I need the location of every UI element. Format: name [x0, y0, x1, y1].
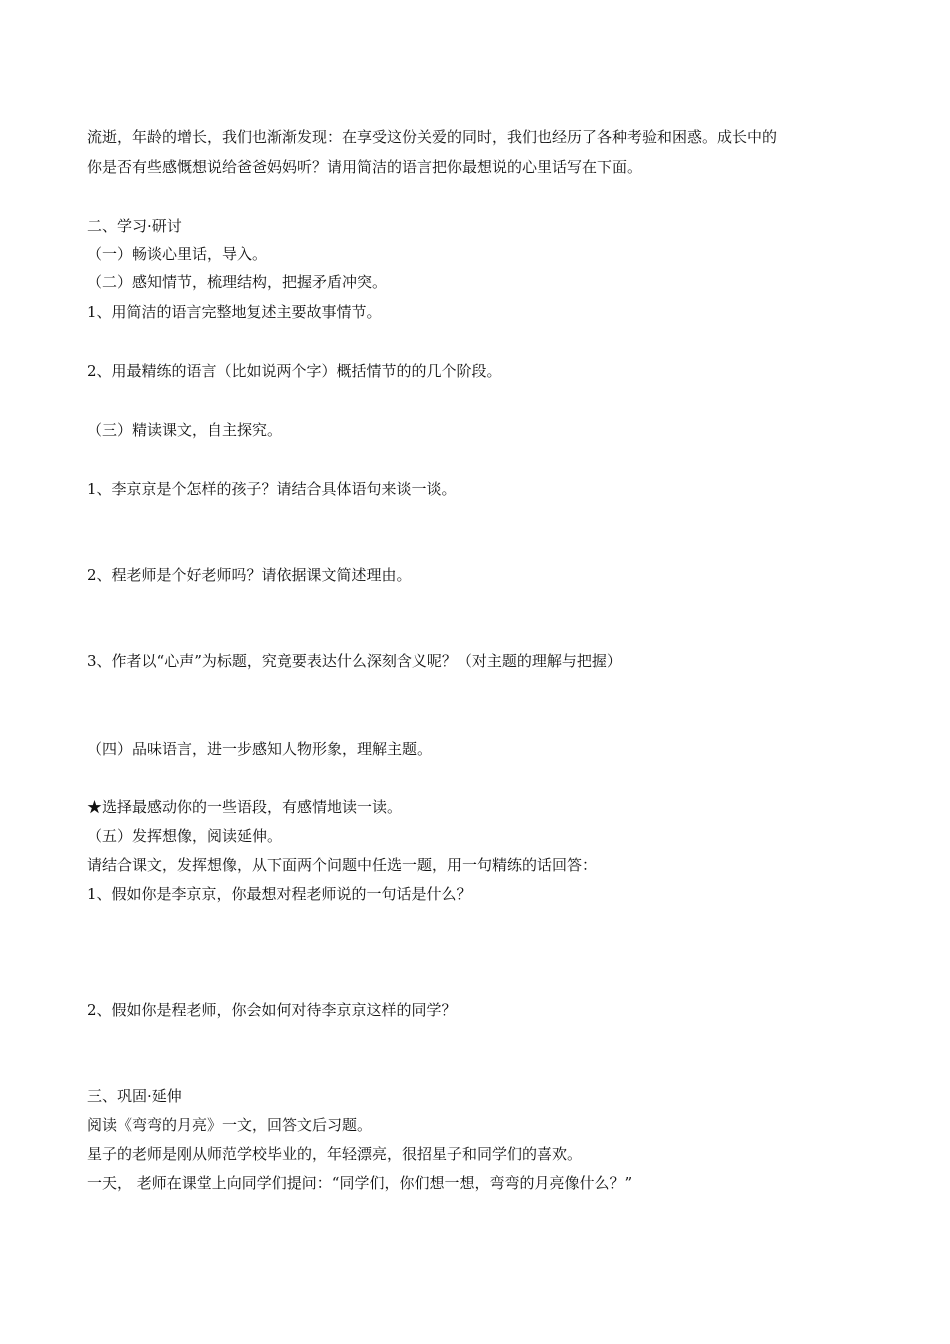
part-3-question-2: 2、程老师是个好老师吗？请依据课文简述理由。 [87, 566, 412, 584]
part-2-heading: （二）感知情节，梳理结构，把握矛盾冲突。 [87, 273, 388, 291]
star-item: ★选择最感动你的一些语段，有感情地读一读。 [87, 798, 403, 816]
part-5-question-1: 1、假如你是李京京，你最想对程老师说的一句话是什么？ [87, 885, 472, 903]
section-heading-study: 二、学习·研讨 [87, 217, 182, 235]
part-4-heading: （四）品味语言，进一步感知人物形象，理解主题。 [87, 740, 433, 758]
part-3-question-3: 3、作者以“心声”为标题，究竟要表达什么深刻含义呢？（对主题的理解与把握） [87, 652, 622, 670]
part-3-heading: （三）精读课文，自主探究。 [87, 421, 283, 439]
reading-paragraph-1: 星子的老师是刚从师范学校毕业的，年轻漂亮，很招星子和同学们的喜欢。 [87, 1145, 583, 1163]
part-1-heading: （一）畅谈心里话，导入。 [87, 245, 268, 263]
section-heading-consolidate: 三、巩固·延伸 [87, 1087, 182, 1105]
part-3-question-1: 1、李京京是个怎样的孩子？请结合具体语句来谈一谈。 [87, 480, 457, 498]
part-2-question-2: 2、用最精练的语言（比如说两个字）概括情节的的几个阶段。 [87, 362, 502, 380]
part-5-instruction: 请结合课文，发挥想像，从下面两个问题中任选一题，用一句精练的话回答： [87, 856, 598, 874]
reading-instruction: 阅读《弯弯的月亮》一文，回答文后习题。 [87, 1116, 373, 1134]
part-2-question-1: 1、用简洁的语言完整地复述主要故事情节。 [87, 303, 382, 321]
intro-line-1: 流逝，年龄的增长，我们也渐渐发现：在享受这份关爱的同时，我们也经历了各种考验和困惑。成长中的 [87, 128, 778, 146]
part-5-question-2: 2、假如你是程老师，你会如何对待李京京这样的同学？ [87, 1001, 457, 1019]
reading-paragraph-2: 一天， 老师在课堂上向同学们提问：“同学们，你们想一想，弯弯的月亮像什么？” [87, 1174, 633, 1192]
part-5-heading: （五）发挥想像，阅读延伸。 [87, 827, 283, 845]
intro-line-2: 你是否有些感慨想说给爸爸妈妈听？请用简洁的语言把你最想说的心里话写在下面。 [87, 158, 643, 176]
